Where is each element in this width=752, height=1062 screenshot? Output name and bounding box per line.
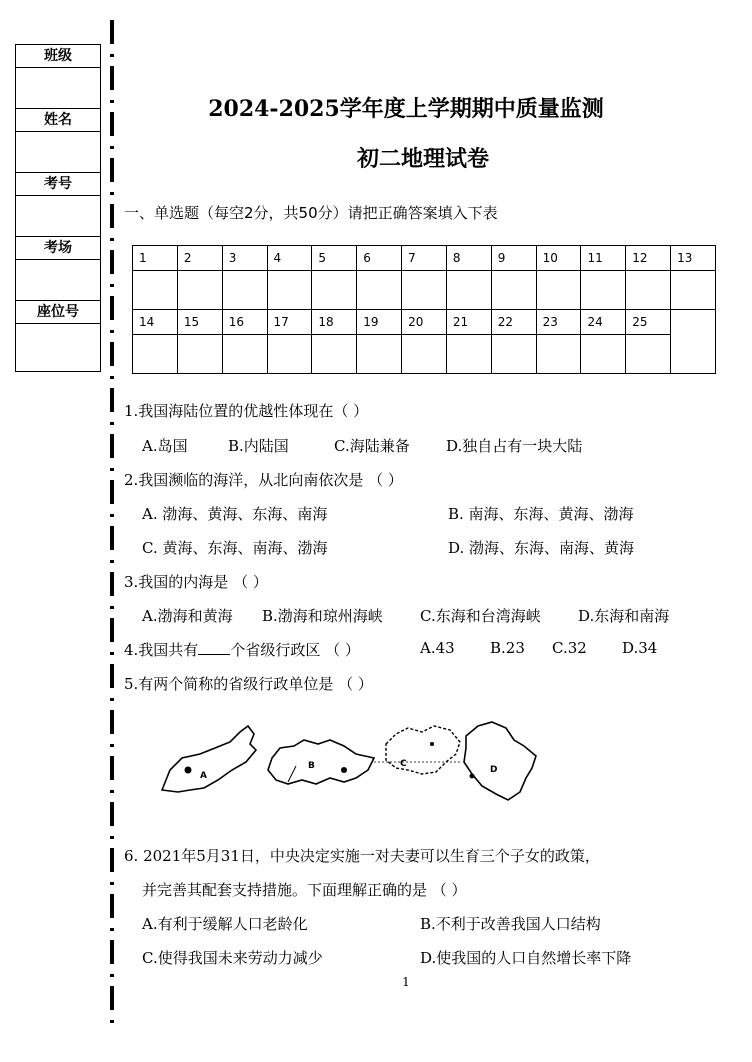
q4-fill-blank[interactable] <box>198 640 230 655</box>
answer-cell[interactable] <box>491 335 536 374</box>
answer-cell[interactable] <box>446 335 491 374</box>
q1-option-d: D.独自占有一块大陆 <box>446 437 583 455</box>
q3-option-b: B.渤海和琼州海峡 <box>262 607 383 625</box>
label-exam-number: 考号 <box>16 173 100 196</box>
answer-number: 17 <box>267 310 312 335</box>
answer-cell[interactable] <box>222 271 267 310</box>
answer-cell[interactable] <box>267 271 312 310</box>
province-maps <box>160 720 690 802</box>
page-subtitle: 初二地理试卷 <box>356 146 489 172</box>
answer-cell[interactable] <box>626 271 671 310</box>
question-6-stem-line1: 6. 2021年5月31日，中央决定实施一对夫妻可以生育三个子女的政策， <box>124 847 600 865</box>
answer-cell[interactable] <box>133 271 178 310</box>
question-4-stem <box>124 639 360 660</box>
answer-number: 24 <box>581 310 626 335</box>
question-5-stem: 5.有两个简称的省级行政单位是 （ ） <box>124 675 373 693</box>
page-title: 2024-2025学年度上学期期中质量监测 <box>208 96 604 122</box>
answer-number: 2 <box>177 246 222 271</box>
label-class: 班级 <box>16 45 100 68</box>
map-label-d: D <box>490 765 498 775</box>
answer-cell[interactable] <box>357 271 402 310</box>
answer-cell[interactable] <box>267 335 312 374</box>
q4-stem-post: 个省级行政区 （ ） <box>230 641 360 659</box>
table-row <box>133 335 716 374</box>
map-label-b: B <box>308 761 315 771</box>
answer-number: 19 <box>357 310 402 335</box>
field-exam-number[interactable] <box>16 196 100 237</box>
answer-number: 8 <box>446 246 491 271</box>
answer-number: 18 <box>312 310 357 335</box>
answer-cell[interactable] <box>312 271 357 310</box>
q3-option-d: D.东海和南海 <box>578 607 670 625</box>
answer-number: 20 <box>402 310 447 335</box>
question-2-stem: 2.我国濒临的海洋，从北向南依次是 （ ） <box>124 471 403 489</box>
province-map-b[interactable] <box>268 740 374 784</box>
answer-number: 23 <box>536 310 581 335</box>
answer-cell[interactable] <box>491 271 536 310</box>
q4-stem-pre: 4.我国共有 <box>124 641 199 659</box>
answer-number: 7 <box>402 246 447 271</box>
label-seat-number: 座位号 <box>16 301 100 324</box>
answer-cell[interactable] <box>446 271 491 310</box>
q4-option-b: B.23 <box>490 639 525 657</box>
answer-cell[interactable] <box>402 335 447 374</box>
answer-number: 10 <box>536 246 581 271</box>
question-6-stem-line2: 并完善其配套支持措施。下面理解正确的是 （ ） <box>142 881 467 899</box>
answer-number: 16 <box>222 310 267 335</box>
answer-cell[interactable] <box>402 271 447 310</box>
answer-cell[interactable] <box>626 335 671 374</box>
answer-number: 14 <box>133 310 178 335</box>
answer-number: 11 <box>581 246 626 271</box>
answer-table <box>132 245 716 374</box>
q6-option-a: A.有利于缓解人口老龄化 <box>142 915 308 933</box>
q3-option-c: C.东海和台湾海峡 <box>420 607 541 625</box>
answer-cell[interactable] <box>177 271 222 310</box>
map-label-a: A <box>200 771 207 781</box>
q3-option-a: A.渤海和黄海 <box>142 607 233 625</box>
table-row <box>133 246 716 271</box>
answer-number: 3 <box>222 246 267 271</box>
q2-option-d: D. 渤海、东海、南海、黄海 <box>448 539 635 557</box>
answer-cell[interactable] <box>581 335 626 374</box>
empty-cell <box>671 310 716 374</box>
field-exam-room[interactable] <box>16 260 100 301</box>
q2-option-a: A. 渤海、黄海、东海、南海 <box>142 505 328 523</box>
q2-option-c: C. 黄海、东海、南海、渤海 <box>142 539 328 557</box>
answer-number: 15 <box>177 310 222 335</box>
answer-cell[interactable] <box>222 335 267 374</box>
label-name: 姓名 <box>16 109 100 132</box>
province-map-c[interactable] <box>374 726 460 774</box>
q6-option-b: B.不利于改善我国人口结构 <box>420 915 601 933</box>
answer-cell[interactable] <box>133 335 178 374</box>
answer-number: 12 <box>626 246 671 271</box>
answer-number: 5 <box>312 246 357 271</box>
answer-cell[interactable] <box>536 335 581 374</box>
q4-option-d: D.34 <box>622 639 658 657</box>
answer-number: 6 <box>357 246 402 271</box>
field-seat-number[interactable] <box>16 324 100 371</box>
section-heading: 一、单选题（每空2分，共50分）请把正确答案填入下表 <box>124 204 498 222</box>
q1-option-a: A.岛国 <box>142 437 188 455</box>
q2-option-b: B. 南海、东海、黄海、渤海 <box>448 505 634 523</box>
answer-number: 22 <box>491 310 536 335</box>
answer-cell[interactable] <box>177 335 222 374</box>
map-label-c: C <box>400 759 407 769</box>
answer-cell[interactable] <box>536 271 581 310</box>
question-3-stem: 3.我国的内海是 （ ） <box>124 573 268 591</box>
answer-cell[interactable] <box>581 271 626 310</box>
province-map-d[interactable] <box>464 722 536 800</box>
answer-number: 1 <box>133 246 178 271</box>
q6-option-d: D.使我国的人口自然增长率下降 <box>420 949 632 967</box>
answer-number: 21 <box>446 310 491 335</box>
answer-number: 13 <box>671 246 716 271</box>
question-1-stem: 1.我国海陆位置的优越性体现在（ ） <box>124 402 369 420</box>
q6-option-c: C.使得我国未来劳动力减少 <box>142 949 323 967</box>
answer-number: 25 <box>626 310 671 335</box>
province-map-a[interactable] <box>162 726 256 792</box>
answer-cell[interactable] <box>357 335 402 374</box>
q1-option-b: B.内陆国 <box>228 437 289 455</box>
q4-option-c: C.32 <box>552 639 587 657</box>
answer-number: 4 <box>267 246 312 271</box>
table-row <box>133 310 716 335</box>
answer-cell[interactable] <box>671 271 716 310</box>
table-row <box>133 271 716 310</box>
page-number: 1 <box>402 975 410 989</box>
answer-number: 9 <box>491 246 536 271</box>
q4-option-a: A.43 <box>420 639 455 657</box>
q1-option-c: C.海陆兼备 <box>334 437 410 455</box>
answer-cell[interactable] <box>312 335 357 374</box>
label-exam-room: 考场 <box>16 237 100 260</box>
